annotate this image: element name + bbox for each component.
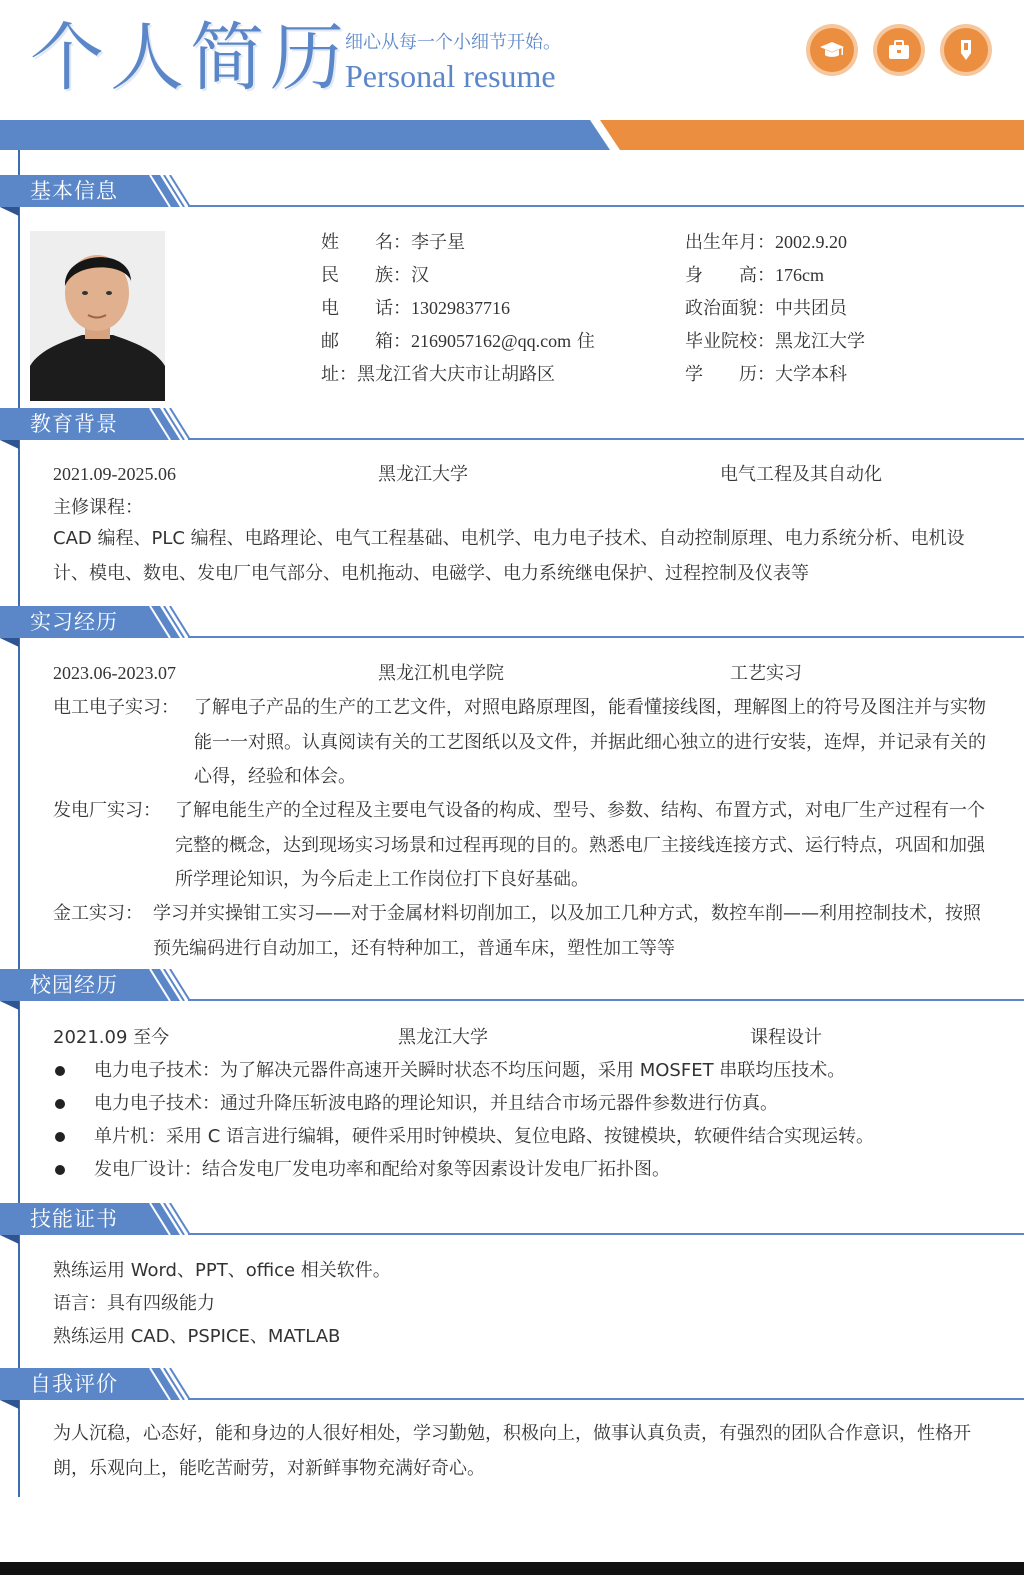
edu-period: 2021.09-2025.06	[53, 464, 176, 484]
pen-icon	[944, 28, 988, 72]
section-title: 实习经历	[30, 610, 118, 634]
height-field: 身 高：176cm	[685, 265, 824, 286]
section-header-campus	[0, 969, 190, 1009]
section-rule	[188, 205, 1024, 207]
slogan: 细心从每一个小细节开始。	[345, 32, 561, 53]
section-rule	[188, 1233, 1024, 1235]
briefcase-icon	[877, 28, 921, 72]
campus-role: 课程设计	[750, 1027, 822, 1048]
section-header-internship	[0, 606, 190, 646]
resume-title: 个人简历	[30, 15, 350, 101]
email-field: 邮 箱：2169057162@qq.com 住	[321, 331, 595, 352]
intern-item-text: 了解电能生产的全过程及主要电气设备的构成、型号、参数、结构、布置方式，对电厂生产过程有一个完整的概念，达到现场实习场景和过程再现的目的。熟悉电厂主接线连接方式、运行特点，巩固和加强所学理论知识，为今后走上工作岗位打下良好基础。	[175, 800, 985, 890]
intern-item-label: 发电厂实习：	[53, 800, 161, 821]
section-header-education	[0, 408, 190, 448]
bottom-bar	[0, 1562, 1024, 1575]
section-header-basic	[0, 175, 190, 215]
edu-school: 黑龙江大学	[378, 464, 468, 485]
graduation-cap-icon	[810, 28, 854, 72]
skill-item: 熟练运用 CAD、PSPICE、MATLAB	[53, 1326, 341, 1347]
section-rule	[188, 636, 1024, 638]
intern-role: 工艺实习	[730, 663, 802, 684]
courses-text: CAD 编程、PLC 编程、电路理论、电气工程基础、电机学、电力电子技术、自动控制原理、电力系统分析、电机设计、模电、数电、发电厂电气部分、电机拖动、电磁学、电力系统继电保护、过程控制及仪表等	[53, 528, 965, 584]
campus-org: 黑龙江大学	[398, 1027, 488, 1048]
courses-label: 主修课程：	[53, 497, 143, 518]
campus-item: 电力电子技术：通过升降压斩波电路的理论知识，并且结合市场元器件参数进行仿真。	[94, 1093, 778, 1114]
bullet-dot	[55, 1165, 65, 1175]
degree-field: 学 历：大学本科	[685, 364, 847, 385]
ethnic-field: 民 族：汉	[321, 265, 429, 286]
header-banner	[0, 120, 1024, 150]
bullet-dot	[55, 1066, 65, 1076]
section-title: 基本信息	[30, 179, 118, 203]
intern-period: 2023.06-2023.07	[53, 663, 176, 683]
intern-item-text: 了解电子产品的生产的工艺文件，对照电路原理图，能看懂接线图，理解图上的符号及图注并与实物能一一对照。认真阅读有关的工艺图纸以及文件，并据此细心独立的进行安装，连焊，并记录有关的心得，经验和体会。	[194, 697, 986, 787]
name-field: 姓 名：李子星	[321, 232, 465, 253]
intern-item-label: 金工实习：	[53, 903, 143, 924]
campus-item: 电力电子技术：为了解决元器件高速开关瞬时状态不均压问题，采用 MOSFET 串联均压技术。	[94, 1060, 846, 1081]
bullet-dot	[55, 1099, 65, 1109]
section-rule	[188, 1398, 1024, 1400]
birth-field: 出生年月：2002.9.20	[685, 232, 847, 253]
section-title: 自我评价	[30, 1372, 118, 1396]
section-title: 校园经历	[30, 973, 118, 997]
self-eval-text: 为人沉稳，心态好，能和身边的人很好相处，学习勤勉，积极向上，做事认真负责，有强烈的团队合作意识，性格开朗，乐观向上，能吃苦耐劳，对新鲜事物充满好奇心。	[53, 1423, 971, 1479]
section-title: 技能证书	[30, 1207, 118, 1231]
intern-item-label: 电工电子实习：	[53, 697, 179, 718]
campus-period: 2021.09 至今	[53, 1027, 170, 1048]
skill-item: 熟练运用 Word、PPT、office 相关软件。	[53, 1260, 391, 1281]
bullet-dot	[55, 1132, 65, 1142]
profile-photo	[30, 231, 165, 401]
campus-item: 发电厂设计：结合发电厂发电功率和配给对象等因素设计发电厂拓扑图。	[94, 1159, 670, 1180]
school-field: 毕业院校：黑龙江大学	[685, 331, 865, 352]
intern-org: 黑龙江机电学院	[378, 663, 504, 684]
address-field: 址：黑龙江省大庆市让胡路区	[321, 364, 555, 385]
left-divider	[18, 150, 20, 1497]
intern-item-text: 学习并实操钳工实习——对于金属材料切削加工，以及加工几种方式，数控车削——利用控制技术，按照预先编码进行自动加工，还有特种加工，普通车床，塑性加工等等	[153, 903, 981, 959]
edu-major: 电气工程及其自动化	[720, 464, 882, 485]
skill-item: 语言：具有四级能力	[53, 1293, 215, 1314]
section-header-skills	[0, 1203, 190, 1243]
section-rule	[188, 999, 1024, 1001]
section-rule	[188, 438, 1024, 440]
section-header-self	[0, 1368, 190, 1408]
resume-title-en: Personal resume	[345, 58, 556, 94]
phone-field: 电 话：13029837716	[321, 298, 510, 319]
section-title: 教育背景	[30, 412, 118, 436]
political-field: 政治面貌：中共团员	[685, 298, 847, 319]
campus-item: 单片机：采用 C 语言进行编辑，硬件采用时钟模块、复位电路、按键模块，软硬件结合实现运转。	[94, 1126, 875, 1147]
